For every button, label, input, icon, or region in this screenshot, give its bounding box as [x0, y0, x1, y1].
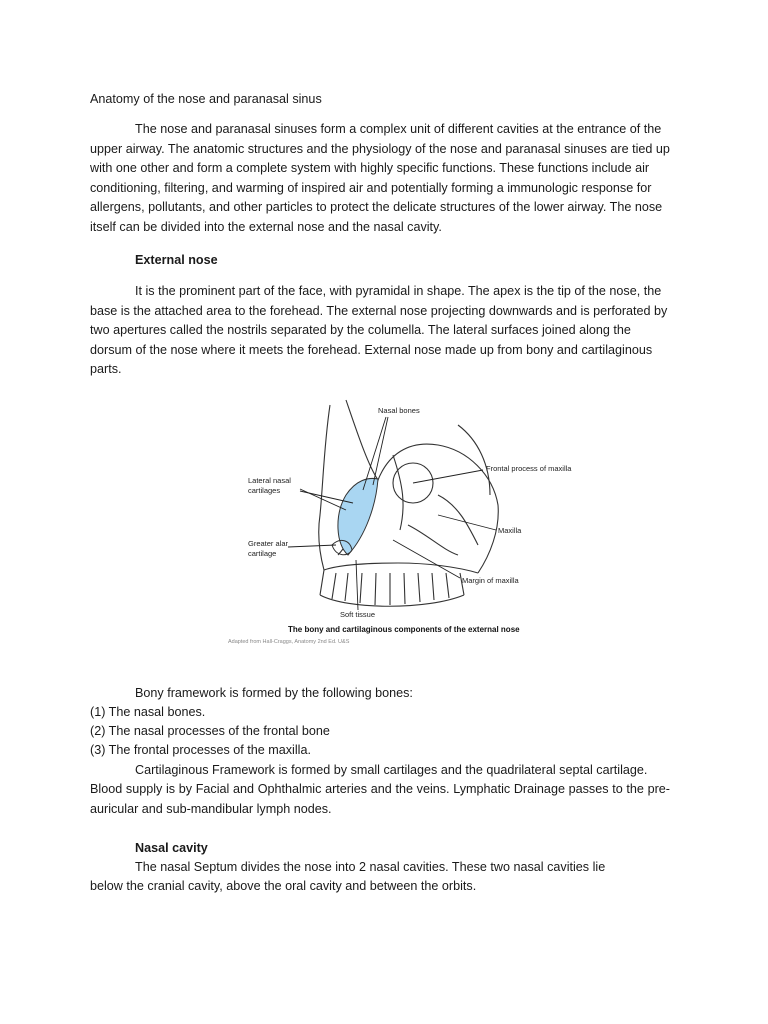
blood-supply-paragraph: Blood supply is by Facial and Ophthalmic arteries and the veins. Lymphatic Drainage passes to the pre-auricular and sub-mandibular lymph nodes. — [90, 782, 670, 816]
label-soft-tissue: Soft tissue — [340, 610, 376, 619]
intro-paragraph: The nose and paranasal sinuses form a complex unit of different cavities at the entrance of the upper airway. The anatomic structures and the physiology of the nose and paranasal sinuses are tied up with one other and form a complete system with highly specific functions. These functions include air conditioning, filtering, and warming of inspired air and potentially forming a immunologic response for allergens, pollutants, and other particles to protect the delicate structures of the lower airway. The nose itself can be divided into the external nose and the nasal cavity. — [90, 122, 670, 234]
bony-list-item: (3) The frontal processes of the maxilla. — [90, 743, 311, 757]
label-lateral-nasal-1: Lateral nasal — [248, 476, 291, 485]
external-nose-figure — [228, 395, 572, 655]
document-title: Anatomy of the nose and paranasal sinus — [90, 92, 322, 106]
label-greater-alar-1: Greater alar — [248, 539, 289, 548]
label-maxilla: Maxilla — [498, 526, 522, 535]
label-nasal-bones: Nasal bones — [378, 406, 420, 415]
nasal-cavity-line-2: below the cranial cavity, above the oral cavity and between the orbits. — [90, 879, 477, 893]
external-nose-paragraph: It is the prominent part of the face, with pyramidal in shape. The apex is the tip of the nose, the base is the attached area to the forehead. The external nose projecting downwards and is perforated by two apertures called the nostrils separated by the columella. The lateral surfaces joined along the dorsum of the nose where it meets the forehead. External nose made up from bony and cartilaginous parts. — [90, 284, 668, 376]
external-nose-heading: External nose — [135, 253, 218, 267]
bony-framework-intro: Bony framework is formed by the following bones: — [135, 686, 413, 700]
skull-diagram — [228, 395, 572, 655]
nasal-cavity-heading: Nasal cavity — [135, 841, 208, 855]
figure-caption: The bony and cartilaginous components of the external nose — [288, 625, 520, 634]
bony-list-item: (2) The nasal processes of the frontal bone — [90, 724, 330, 738]
lateral-nasal-cartilage-highlight — [338, 478, 378, 555]
cartilaginous-framework-line: Cartilaginous Framework is formed by small cartilages and the quadrilateral septal cartilage. — [135, 763, 648, 777]
bony-list-item: (1) The nasal bones. — [90, 705, 206, 719]
figure-source: Adapted from Hall-Craggs, Anatomy 2nd Ed. U&S — [228, 639, 350, 645]
label-lateral-nasal-2: cartilages — [248, 486, 281, 495]
label-margin-maxilla: Margin of maxilla — [462, 576, 519, 585]
label-greater-alar-2: cartilage — [248, 549, 277, 558]
label-frontal-process: Frontal process of maxilla — [486, 464, 572, 473]
nasal-cavity-line-1: The nasal Septum divides the nose into 2 nasal cavities. These two nasal cavities lie — [135, 860, 606, 874]
